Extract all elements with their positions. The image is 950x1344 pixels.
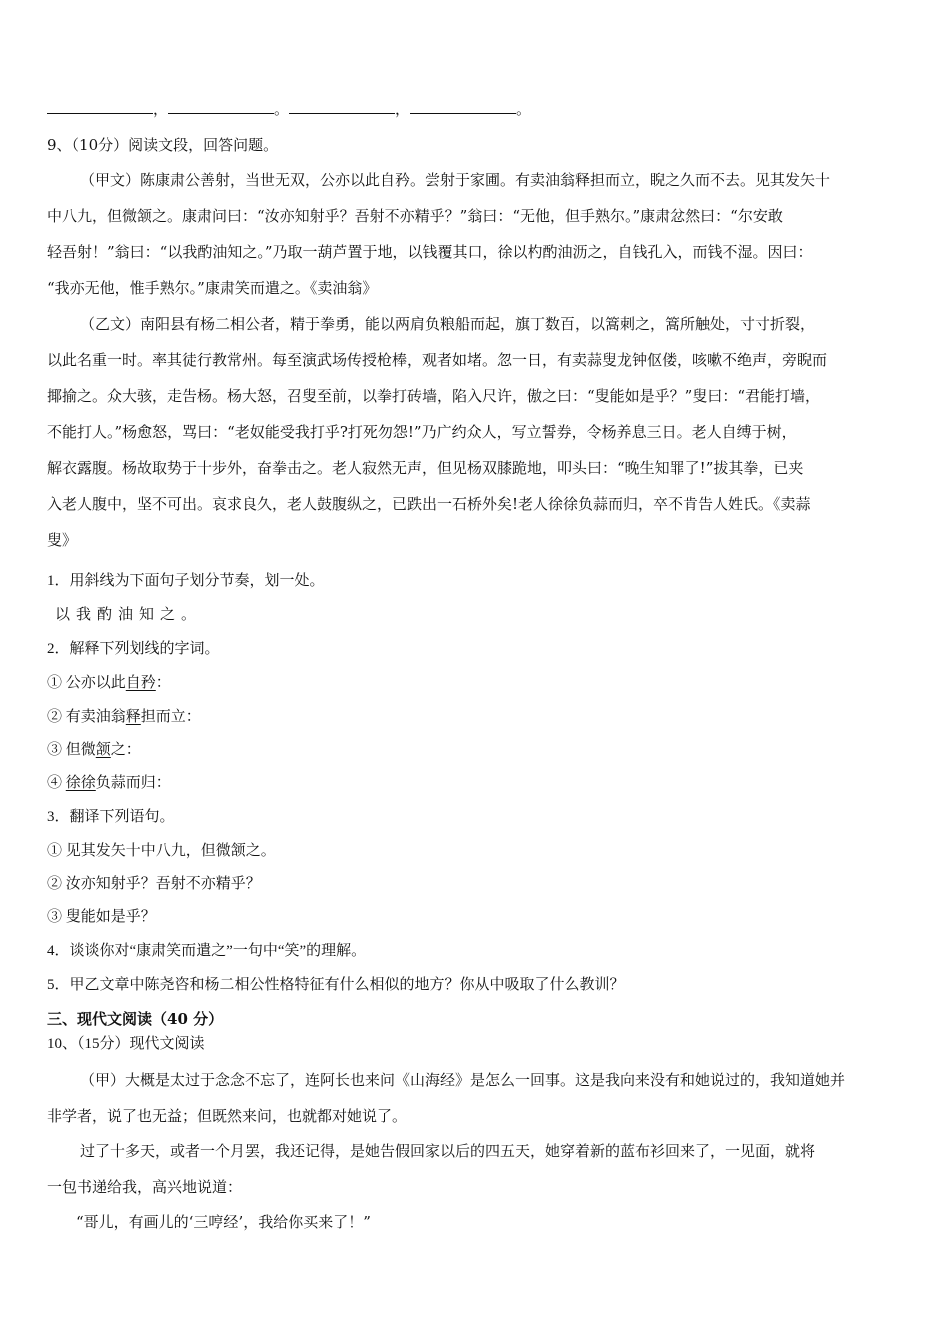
translate-item: ② 汝亦知射乎？吾射不亦精乎？ (47, 876, 261, 892)
vocab-text: ： (155, 675, 171, 691)
passage-line: 入老人腹中，坚不可出。哀求良久，老人鼓腹纵之，已跌出一石桥外矣!老人徐徐负蒜而归，卒不肯告人姓氏。《卖蒜 (47, 495, 811, 513)
passage-line: 揶揄之。众大骇，走告杨。杨大怒，召叟至前，以拳打砖墙，陷入尺许，傲之曰：“叟能如是乎？”叟曰：“君能打墙， (47, 387, 821, 405)
rhythm-sentence: 以我酌油知之。 (55, 607, 203, 623)
passage-line: （乙文）南阳县有杨二相公者，精于拳勇，能以两肩负粮船而起，旗丁数百，以篙刺之，篙所触处，寸寸折裂， (80, 315, 816, 333)
underlined-word: 徐徐 (65, 775, 96, 791)
vocab-text: ③ 但微 (47, 742, 96, 758)
passage-line: 中八九，但微颔之。康肃问曰：“汝亦知射乎？吾射不亦精乎？”翁曰：“无他，但手熟尔。”康肃忿然曰：“尔安敢 (47, 207, 783, 225)
sub-question-4: 4．谈谈你对“康肃笑而遣之”一句中“笑”的理解。 (47, 943, 367, 959)
vocab-text: 负蒜而归： (95, 775, 171, 791)
vocab-text: 之： (110, 742, 141, 758)
vocab-text: ④ (47, 775, 66, 791)
translate-item: ③ 叟能如是乎？ (47, 909, 156, 925)
answer-blank[interactable] (47, 99, 153, 114)
sub-question-3: 3．翻译下列语句。 (47, 809, 175, 825)
passage-line: “我亦无他，惟手熟尔。”康肃笑而遣之。《卖油翁》 (47, 279, 378, 297)
sub-question-5: 5．甲乙文章中陈尧咨和杨二相公性格特征有什么相似的地方？你从中吸取了什么教训？ (47, 977, 625, 993)
question-10-header: 10、（15分）现代文阅读 (47, 1036, 205, 1052)
section-title: 三、现代文阅读（40 分） (47, 1010, 224, 1028)
passage-line: 过了十多天，或者一个月罢，我还记得，是她告假回家以后的四五天，她穿着新的蓝布衫回来了，一见面，就将 (80, 1142, 816, 1160)
vocab-text: 担而立： (140, 709, 201, 725)
answer-blank[interactable] (289, 99, 395, 114)
punctuation: ， (395, 100, 411, 118)
passage-line: 一包书递给我，高兴地说道： (47, 1178, 243, 1196)
answer-blank[interactable] (410, 99, 516, 114)
sub-question-2: 2．解释下列划线的字词。 (47, 641, 220, 657)
underlined-word: 释 (125, 709, 141, 725)
underlined-word: 自矜 (125, 675, 156, 691)
passage-line: （甲）大概是太过于念念不忘了，连阿长也来问《山海经》是怎么一回事。这是我向来没有和她说过的，我知道她并 (80, 1071, 846, 1089)
passage-line: 以此名重一时。率其徒行教常州。每至演武场传授枪棒，观者如堵。忽一日，有卖蒜叟龙钟伛偻，咳嗽不绝声，旁睨而 (47, 351, 828, 369)
answer-blanks-row (47, 98, 531, 120)
answer-blank[interactable] (168, 99, 274, 114)
passage-line: 叟》 (47, 531, 78, 549)
passage-line: 非学者，说了也无益；但既然来问，也就都对她说了。 (47, 1107, 408, 1125)
punctuation: ， (153, 100, 169, 118)
vocab-item (47, 672, 171, 694)
translate-item: ① 见其发矢十中八九，但微颔之。 (47, 843, 276, 859)
passage-line: （甲文）陈康肃公善射，当世无双，公亦以此自矜。尝射于家圃。有卖油翁释担而立，睨之久而不去。见其发矢十 (80, 171, 831, 189)
question-9-header: 9、（10分）阅读文段，回答问题。 (47, 136, 279, 154)
passage-line: 不能打人。”杨愈怒，骂曰：“老奴能受我打乎?打死勿怨!”乃广约众人，写立誓券，令杨养息三日。老人自缚于树， (47, 423, 797, 441)
underlined-word: 颔 (95, 742, 111, 758)
vocab-item (47, 706, 201, 728)
vocab-item (47, 739, 141, 761)
sub-question-1: 1．用斜线为下面句子划分节奏，划一处。 (47, 573, 325, 589)
passage-line: 轻吾射！”翁曰：“以我酌油知之。”乃取一葫芦置于地，以钱覆其口，徐以杓酌油沥之，自钱孔入，而钱不湿。因曰： (47, 243, 813, 261)
punctuation: 。 (274, 100, 290, 118)
vocab-text: ② 有卖油翁 (47, 709, 126, 725)
punctuation: 。 (516, 100, 532, 118)
passage-line: “哥儿，有画儿的‘三哼经’，我给你买来了！” (76, 1213, 371, 1231)
passage-line: 解衣露腹。杨故取势于十步外，奋拳击之。老人寂然无声，但见杨双膝跪地，叩头曰：“晚生知罪了!”拔其拳，已夹 (47, 459, 804, 477)
vocab-text: ① 公亦以此 (47, 675, 126, 691)
vocab-item (47, 772, 171, 794)
